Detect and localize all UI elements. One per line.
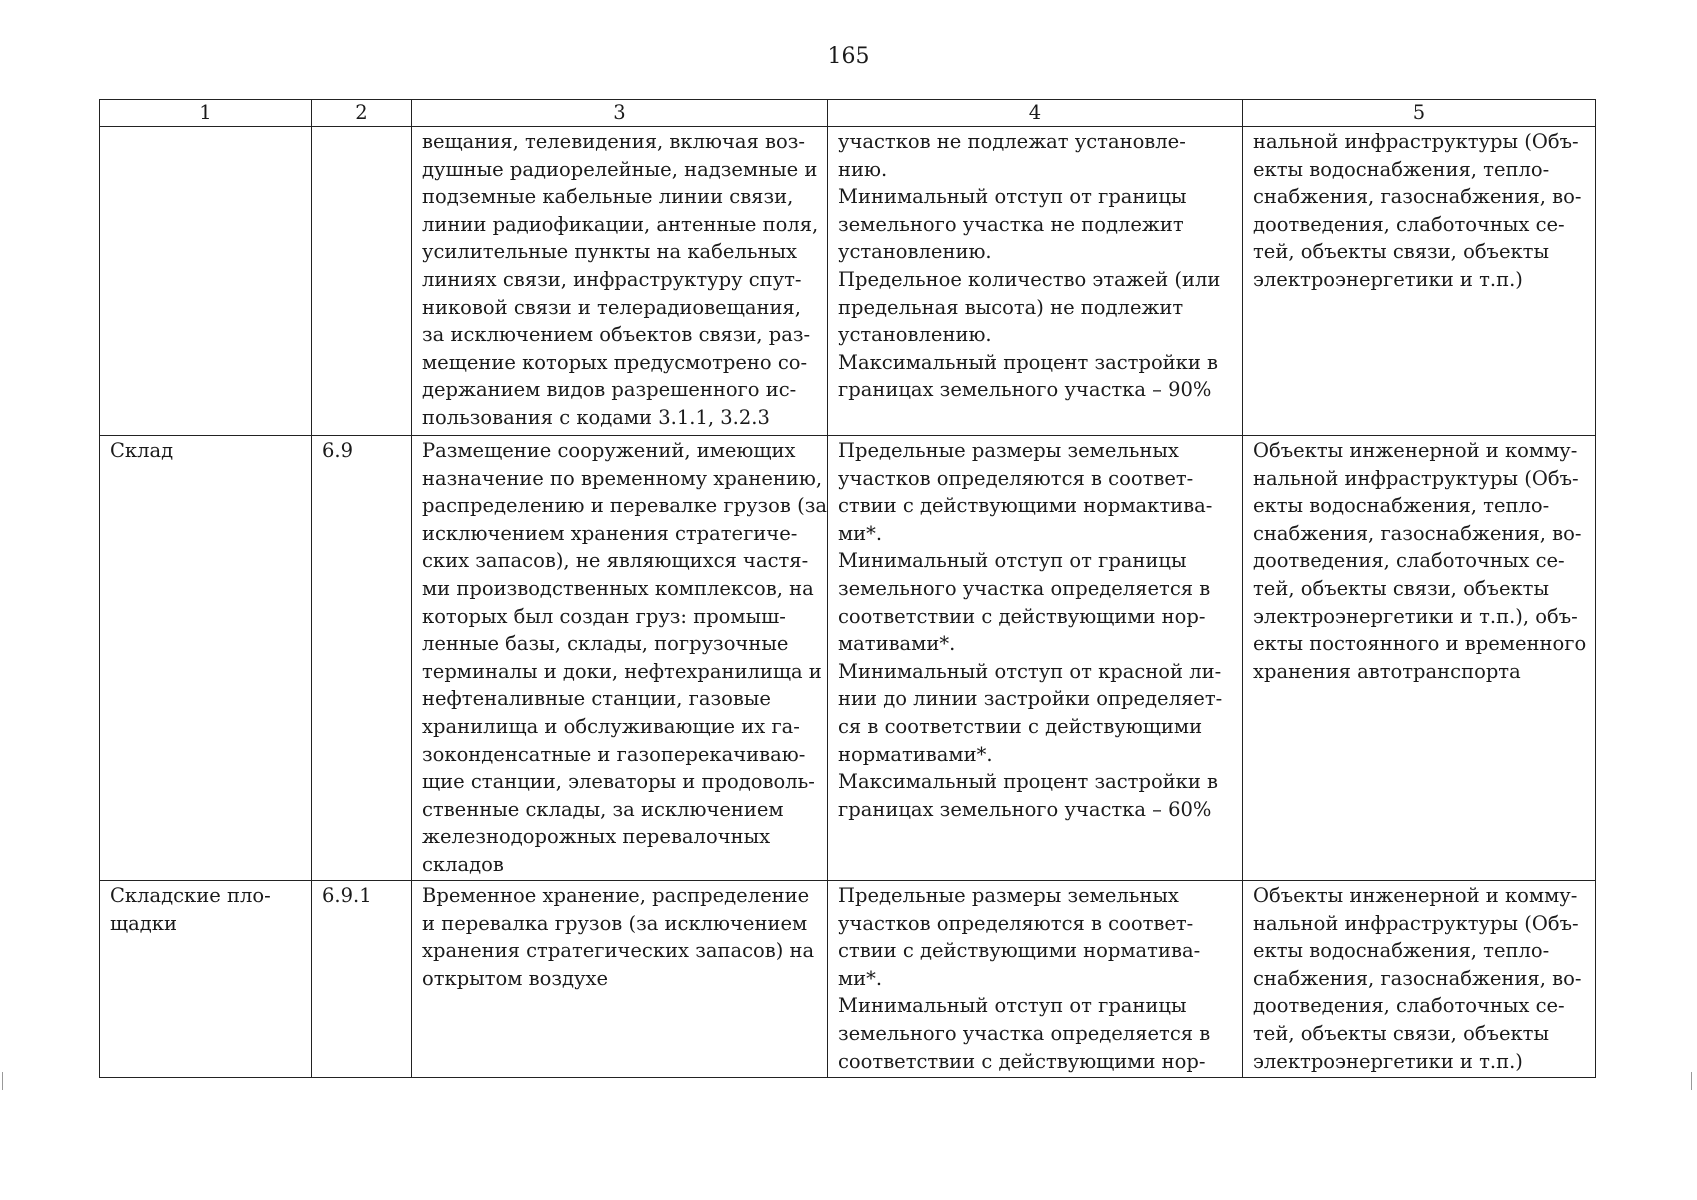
cell-text-line: усилительные пункты на кабельных	[422, 240, 797, 264]
scan-edge-mark-right	[1691, 1072, 1692, 1090]
scan-edge-mark-left	[2, 1072, 3, 1090]
cell-text-line: нальной инфраструктуры (Объ-	[1253, 466, 1579, 490]
header-row	[100, 100, 1596, 127]
table-row	[100, 436, 1596, 881]
cell-text-line: Временное хранение, распределение	[422, 884, 810, 907]
page-number: 165	[827, 44, 870, 69]
cell-text-line: электроэнергетики и т.п.)	[1253, 1049, 1523, 1073]
cell-text-line: границах земельного участка – 60%	[838, 797, 1212, 821]
cell-text-line: предельная высота) не подлежит	[838, 295, 1184, 319]
cell-text-line: вещания, телевидения, включая воз-	[422, 130, 805, 153]
use-description-cell	[412, 436, 828, 881]
auxiliary-uses-cell	[1243, 436, 1596, 881]
cell-text-line: держанием видов разрешенного ис-	[422, 378, 797, 402]
cell-text-line: душные радиорелейные, надземные и	[422, 157, 818, 181]
column-header-4: 4	[828, 100, 1243, 127]
cell-text-line: соответствии с действующими нор-	[838, 604, 1206, 628]
cell-text-line: екты постоянного и временного	[1253, 632, 1587, 656]
cell-text-line: соответствии с действующими нор-	[838, 1049, 1206, 1073]
cell-text-line: земельного участка определяется в	[838, 1021, 1211, 1045]
cell-text-line: назначение по временному хранению,	[422, 466, 823, 490]
cell-text-line: мещение которых предусмотрено со-	[422, 350, 808, 374]
cell-text-line: складов	[422, 852, 504, 876]
cell-text-line: нальной инфраструктуры (Объ-	[1253, 911, 1579, 935]
cell-text-line: щадки	[110, 911, 177, 935]
use-description-cell	[412, 881, 828, 1078]
cell-text-line: установлению.	[838, 323, 992, 347]
cell-text-line: нию.	[838, 157, 888, 181]
cell-text-line: 6.9.1	[322, 884, 372, 907]
cell-text-line: хранилища и обслуживающие их га-	[422, 714, 800, 738]
cell-text-line: ми*.	[838, 521, 883, 545]
cell-text-line: земельного участка определяется в	[838, 576, 1211, 600]
cell-text-line: железнодорожных перевалочных	[422, 825, 771, 849]
cell-text-line: и перевалка грузов (за исключением	[422, 911, 808, 935]
cell-text-line: земельного участка не подлежит	[838, 212, 1184, 236]
cell-text-line: снабжения, газоснабжения, во-	[1253, 966, 1582, 990]
cell-text-line: Минимальный отступ от границы	[838, 994, 1187, 1018]
column-header-3: 3	[412, 100, 828, 127]
cell-text-line: Размещение сооружений, имеющих	[422, 439, 796, 462]
cell-text-line: нии до линии застройки определяет-	[838, 687, 1223, 711]
cell-text-line: нормативами*.	[838, 742, 993, 766]
cell-text-line: Объекты инженерной и комму-	[1253, 439, 1578, 462]
cell-text-line: Минимальный отступ от красной ли-	[838, 659, 1222, 683]
use-name-cell	[100, 881, 312, 1078]
use-name-cell	[100, 127, 312, 436]
table-row	[100, 881, 1596, 1078]
cell-text-line: линии радиофикации, антенные поля,	[422, 212, 819, 236]
use-code-cell	[312, 436, 412, 881]
cell-text-line: линиях связи, инфраструктуру спут-	[422, 267, 802, 291]
use-name-cell	[100, 436, 312, 881]
cell-text-line: екты водоснабжения, тепло-	[1253, 939, 1550, 963]
column-header-5: 5	[1243, 100, 1596, 127]
cell-text-line: Минимальный отступ от границы	[838, 549, 1187, 573]
table-body	[100, 127, 1596, 1078]
cell-text-line: ми*.	[838, 966, 883, 990]
cell-text-line: Предельные размеры земельных	[838, 884, 1179, 907]
cell-text-line: ленные базы, склады, погрузочные	[422, 632, 789, 656]
cell-text-line: пользования с кодами 3.1.1, 3.2.3	[422, 405, 770, 429]
cell-text-line: участков не подлежат установле-	[838, 130, 1186, 153]
use-code-cell	[312, 881, 412, 1078]
cell-text-line: тей, объекты связи, объекты	[1253, 1021, 1549, 1045]
cell-text-line: екты водоснабжения, тепло-	[1253, 494, 1550, 518]
parameters-cell	[828, 127, 1243, 436]
cell-text-line: ми производственных комплексов, на	[422, 576, 814, 600]
cell-text-line: Минимальный отступ от границы	[838, 185, 1187, 209]
column-header-1: 1	[100, 100, 312, 127]
cell-text-line: Складские пло-	[110, 884, 271, 907]
cell-text-line: распределению и перевалке грузов (за	[422, 494, 827, 518]
cell-text-line: тей, объекты связи, объекты	[1253, 576, 1549, 600]
cell-text-line: Объекты инженерной и комму-	[1253, 884, 1578, 907]
cell-text-line: мативами*.	[838, 632, 956, 656]
auxiliary-uses-cell	[1243, 881, 1596, 1078]
cell-text-line: Склад	[110, 439, 174, 462]
cell-text-line: открытом воздухе	[422, 966, 608, 990]
cell-text-line: тей, объекты связи, объекты	[1253, 240, 1549, 264]
table-header	[100, 100, 1596, 127]
land-use-table	[99, 99, 1596, 1078]
parameters-cell	[828, 436, 1243, 881]
cell-text-line: доотведения, слаботочных се-	[1253, 994, 1565, 1018]
cell-text-line: исключением хранения стратегиче-	[422, 521, 798, 545]
parameters-cell	[828, 881, 1243, 1078]
use-code-cell	[312, 127, 412, 436]
cell-text-line: нальной инфраструктуры (Объ-	[1253, 130, 1579, 153]
cell-text-line: которых был создан груз: промыш-	[422, 604, 786, 628]
cell-text-line: Предельное количество этажей (или	[838, 267, 1221, 291]
cell-text-line: доотведения, слаботочных се-	[1253, 212, 1565, 236]
cell-text-line: хранения стратегических запасов) на	[422, 939, 815, 963]
cell-text-line: подземные кабельные линии связи,	[422, 185, 794, 209]
cell-text-line: ствии с действующими норматива-	[838, 939, 1201, 963]
cell-text-line: электроэнергетики и т.п.), объ-	[1253, 604, 1578, 628]
cell-text-line: установлению.	[838, 240, 992, 264]
cell-text-line: ствии с действующими нормактива-	[838, 494, 1213, 518]
cell-text-line: Максимальный процент застройки в	[838, 770, 1219, 794]
cell-text-line: зоконденсатные и газоперекачиваю-	[422, 742, 806, 766]
cell-text-line: щие станции, элеваторы и продоволь-	[422, 770, 815, 794]
cell-text-line: границах земельного участка – 90%	[838, 378, 1212, 402]
cell-text-line: нефтеналивные станции, газовые	[422, 687, 771, 711]
cell-text-line: екты водоснабжения, тепло-	[1253, 157, 1550, 181]
cell-text-line: хранения автотранспорта	[1253, 659, 1521, 683]
column-header-2: 2	[312, 100, 412, 127]
cell-text-line: электроэнергетики и т.п.)	[1253, 267, 1523, 291]
cell-text-line: никовой связи и телерадиовещания,	[422, 295, 801, 319]
cell-text-line: доотведения, слаботочных се-	[1253, 549, 1565, 573]
cell-text-line: терминалы и доки, нефтехранилища и	[422, 659, 822, 683]
cell-text-line: Предельные размеры земельных	[838, 439, 1179, 462]
cell-text-line: Максимальный процент застройки в	[838, 350, 1219, 374]
cell-text-line: ских запасов), не являющихся частя-	[422, 549, 809, 573]
table-row	[100, 127, 1596, 436]
cell-text-line: снабжения, газоснабжения, во-	[1253, 521, 1582, 545]
cell-text-line: ственные склады, за исключением	[422, 797, 784, 821]
use-description-cell	[412, 127, 828, 436]
cell-text-line: за исключением объектов связи, раз-	[422, 323, 811, 347]
cell-text-line: участков определяются в соответ-	[838, 466, 1194, 490]
cell-text-line: ся в соответствии с действующими	[838, 714, 1203, 738]
cell-text-line: 6.9	[322, 439, 354, 462]
cell-text-line: снабжения, газоснабжения, во-	[1253, 185, 1582, 209]
cell-text-line: участков определяются в соответ-	[838, 911, 1194, 935]
auxiliary-uses-cell	[1243, 127, 1596, 436]
